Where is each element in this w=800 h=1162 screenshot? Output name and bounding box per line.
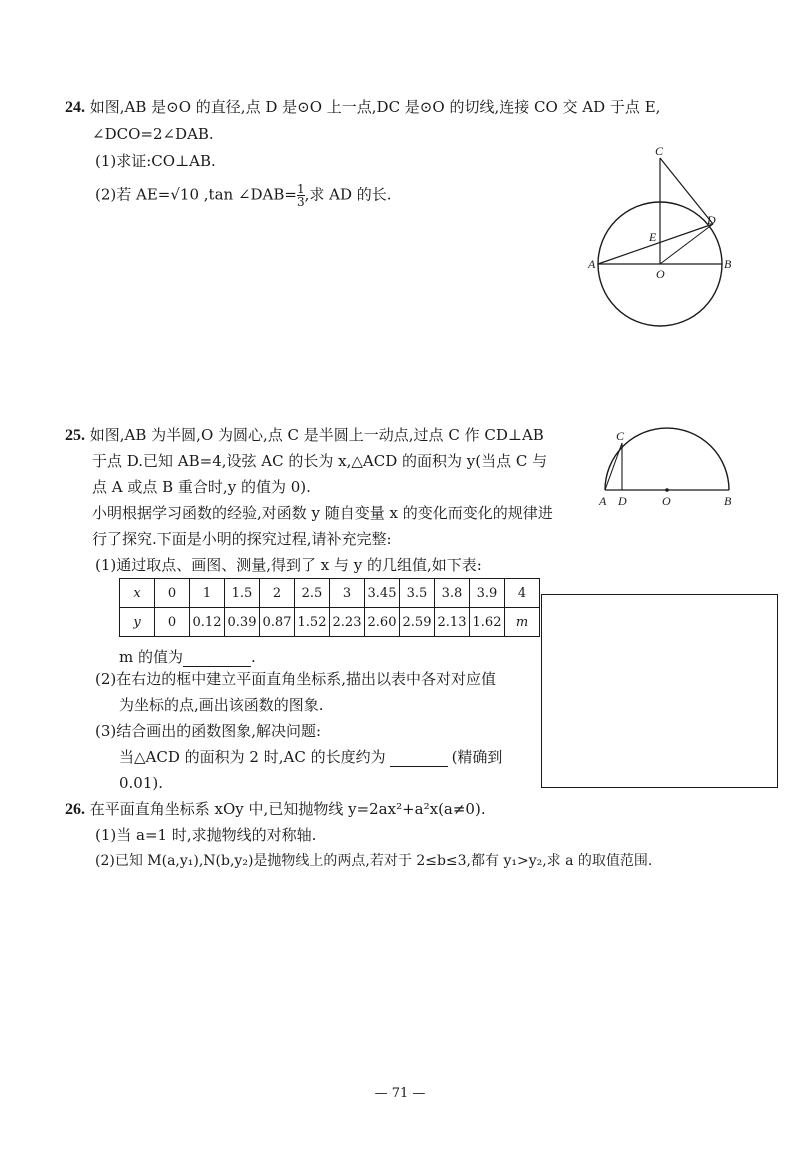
q26-stem: 在平面直角坐标系 xOy 中,已知抛物线 y=2ax²+a²x(a≠0).	[89, 800, 486, 818]
center-point	[665, 488, 669, 492]
table-header-y: y	[120, 608, 155, 637]
ac-length-answer-blank[interactable]	[390, 750, 448, 767]
q25-number: 25.	[65, 427, 85, 444]
table-cell: 3.8	[435, 579, 470, 608]
m-value-label: m 的值为	[119, 648, 183, 666]
page-number: — 71 —	[374, 1086, 426, 1101]
q25-line4: 小明根据学习函数的经验,对函数 y 随自变量 x 的变化而变化的规律进	[92, 504, 553, 522]
q26-number: 26.	[65, 801, 85, 818]
table-cell: 2.60	[365, 608, 400, 637]
q25-part2-line1: (2)在右边的框中建立平面直角坐标系,描出以表中各对对应值	[95, 670, 497, 688]
label-c: C	[655, 144, 664, 158]
m-answer-blank[interactable]	[183, 650, 251, 667]
table-cell: 0.87	[260, 608, 295, 637]
label-a: A	[599, 494, 607, 508]
label-b: B	[724, 257, 732, 271]
table-cell: 3.5	[400, 579, 435, 608]
table-cell: 1.62	[470, 608, 505, 637]
q26-part2: (2)已知 M(a,y₁),N(b,y₂)是抛物线上的两点,若对于 2≤b≤3,都有 y₁>y₂,求 a 的取值范围.	[95, 853, 653, 869]
q24-part2-post: ,求 AD 的长.	[304, 185, 392, 204]
q24-circle-figure	[585, 140, 745, 335]
q24-part2	[95, 183, 392, 208]
q24-line1	[65, 97, 660, 118]
q25-part2-line2: 为坐标的点,画出该函数的图象.	[119, 696, 324, 714]
table-cell: 2	[260, 579, 295, 608]
label-o: O	[656, 267, 665, 281]
q24-number: 24.	[65, 99, 85, 116]
table-cell: 4	[505, 579, 540, 608]
table-cell: 3	[330, 579, 365, 608]
q25-line1	[65, 425, 544, 446]
table-cell: 0.12	[190, 608, 225, 637]
label-o: O	[662, 494, 671, 508]
q25-semicircle-figure	[595, 420, 745, 510]
q25-line5: 行了探究.下面是小明的探究过程,请补充完整:	[92, 530, 392, 548]
table-cell: 0.39	[225, 608, 260, 637]
fraction-numerator: 1	[296, 182, 305, 196]
fraction-denominator: 3	[296, 195, 305, 209]
label-e: E	[649, 230, 657, 244]
q25-part3-line1: (3)结合画出的函数图象,解决问题:	[95, 722, 322, 740]
q24-fraction	[297, 183, 305, 208]
q25-part3-question: 当△ACD 的面积为 2 时,AC 的长度约为	[119, 748, 386, 766]
table-row-x	[120, 579, 540, 608]
table-cell: 3.9	[470, 579, 505, 608]
q24-part1: (1)求证:CO⊥AB.	[95, 152, 216, 170]
table-cell: m	[505, 608, 540, 637]
q25-stem: 如图,AB 为半圆,O 为圆心,点 C 是半圆上一动点,过点 C 作 CD⊥AB	[89, 426, 544, 444]
q26-line1	[65, 799, 486, 820]
q25-precision-note: (精确到	[451, 748, 503, 766]
label-d: D	[618, 494, 627, 508]
q25-m-value	[119, 647, 256, 667]
label-a: A	[588, 257, 596, 271]
table-cell: 2.13	[435, 608, 470, 637]
q25-part1: (1)通过取点、画图、测量,得到了 x 与 y 的几组值,如下表:	[95, 556, 482, 574]
label-b: B	[724, 494, 732, 508]
table-cell: 0	[155, 608, 190, 637]
tangent-dc	[660, 158, 713, 224]
table-cell: 2.5	[295, 579, 330, 608]
q25-part3-line3: 0.01).	[119, 774, 164, 792]
radius-od	[660, 224, 713, 264]
chord-ac	[605, 443, 622, 490]
table-cell: 2.23	[330, 608, 365, 637]
table-cell: 1	[190, 579, 225, 608]
table-cell: 2.59	[400, 608, 435, 637]
q26-part1: (1)当 a=1 时,求抛物线的对称轴.	[95, 826, 317, 844]
table-cell: 0	[155, 579, 190, 608]
label-c: C	[616, 429, 625, 443]
table-cell: 1.52	[295, 608, 330, 637]
q25-line3: 点 A 或点 B 重合时,y 的值为 0).	[92, 478, 311, 496]
xy-values-table	[119, 578, 540, 637]
q24-stem: 如图,AB 是⊙O 的直径,点 D 是⊙O 上一点,DC 是⊙O 的切线,连接 CO 交 AD 于点 E,	[89, 98, 661, 116]
label-d: D	[707, 213, 716, 227]
graph-answer-box[interactable]	[541, 594, 778, 788]
m-value-period: .	[251, 648, 256, 666]
q25-part3-line2	[119, 747, 502, 767]
q24-part2-pre: (2)若 AE=√10 ,tan ∠DAB=	[95, 185, 297, 204]
q24-line2: ∠DCO=2∠DAB.	[92, 125, 214, 143]
table-row-y	[120, 608, 540, 637]
table-cell: 1.5	[225, 579, 260, 608]
table-cell: 3.45	[365, 579, 400, 608]
q25-line2: 于点 D.已知 AB=4,设弦 AC 的长为 x,△ACD 的面积为 y(当点 C 与	[92, 452, 548, 470]
table-header-x: x	[120, 579, 155, 608]
